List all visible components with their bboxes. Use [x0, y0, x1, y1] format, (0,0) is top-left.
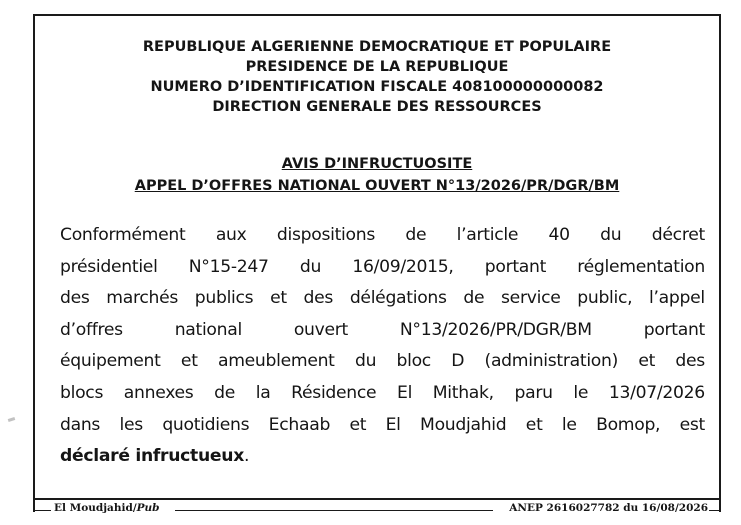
- body-word: dans: [60, 414, 101, 435]
- body-word: public,: [577, 288, 633, 309]
- body-word: portant: [484, 256, 547, 277]
- body-word: décret: [651, 225, 705, 245]
- body-word: 16/09/2015,: [352, 256, 454, 277]
- body-word: quotidiens: [162, 414, 250, 435]
- body-word: service: [501, 288, 561, 309]
- body-word: des: [303, 288, 334, 309]
- body-word: et: [638, 351, 656, 372]
- publisher-credit: [54, 502, 160, 514]
- body-word: blocs: [60, 382, 104, 403]
- footer-rule-middle: [175, 510, 493, 511]
- body-line: [60, 346, 705, 378]
- body-line-conclusion: [60, 441, 705, 473]
- body-word: Moudjahid: [420, 414, 507, 435]
- body-word: Résidence: [291, 382, 377, 403]
- header-direction: DIRECTION GENERALE DES RESSOURCES: [212, 99, 542, 115]
- body-word: de: [405, 225, 427, 245]
- body-line: [60, 410, 705, 442]
- footer: [33, 500, 721, 522]
- body-line: [60, 378, 705, 410]
- notice-title: AVIS D’INFRUCTUOSITE: [281, 156, 473, 172]
- body-word: le: [561, 414, 577, 435]
- scan-speck: [8, 417, 16, 422]
- body-word: Mithak,: [432, 382, 494, 403]
- body-word: des: [675, 351, 705, 372]
- body-word: paru: [514, 382, 553, 403]
- body-word: portant: [643, 319, 705, 340]
- body-word: du: [600, 225, 622, 245]
- publisher-name: El Moudjahid/: [54, 502, 137, 514]
- body-word: réglementation: [577, 256, 705, 277]
- body-word: 40: [548, 225, 570, 245]
- body-word: ameublement: [217, 351, 335, 372]
- body-word: N°13/2026/PR/DGR/BM: [399, 319, 592, 340]
- body-word: bloc: [396, 351, 431, 372]
- publisher-suffix: Pub: [136, 502, 160, 514]
- body-line: [60, 283, 705, 315]
- header-fiscal-id: NUMERO D’IDENTIFICATION FISCALE 408100000000082: [150, 79, 604, 95]
- header-block: [33, 37, 721, 117]
- anep-reference: ANEP 2616027782 du 16/08/2026: [509, 502, 708, 514]
- body-word: dispositions: [276, 225, 375, 245]
- body-word: marchés: [106, 288, 179, 309]
- body-word: la: [255, 382, 271, 403]
- body-word: N°15-247: [188, 256, 269, 277]
- body-word: est: [679, 414, 705, 435]
- body-line: [60, 220, 705, 252]
- body-word: d’offres: [60, 319, 123, 340]
- body-line: [60, 252, 705, 284]
- header-republic: REPUBLIQUE ALGERIENNE DEMOCRATIQUE ET POPULAIRE: [142, 39, 612, 55]
- body-word: Echaab: [268, 414, 331, 435]
- body-word: présidentiel: [60, 256, 158, 277]
- body-word: et: [180, 351, 198, 372]
- body-line: [60, 315, 705, 347]
- body-word: l’appel: [649, 288, 705, 309]
- body-word: aux: [215, 225, 247, 245]
- body-word: les: [119, 414, 143, 435]
- body-word: El: [385, 414, 401, 435]
- body-word: 13/07/2026: [608, 382, 705, 403]
- body-word: (administration): [484, 351, 619, 372]
- body-word: de: [214, 382, 236, 403]
- body-word: délégations: [349, 288, 447, 309]
- body-word: et: [525, 414, 543, 435]
- body-word: El: [397, 382, 413, 403]
- notice-title-block: [33, 153, 721, 197]
- body-word: et: [270, 288, 287, 309]
- body-word: D: [451, 351, 465, 372]
- body-word: du: [354, 351, 377, 372]
- footer-right-tick: [719, 500, 721, 512]
- body-word: national: [174, 319, 242, 340]
- notice-body: [60, 220, 705, 473]
- body-word: annexes: [123, 382, 194, 403]
- notice-subtitle: APPEL D’OFFRES NATIONAL OUVERT N°13/2026/PR/DGR/BM: [134, 178, 620, 194]
- body-word: Conformément: [60, 225, 186, 245]
- declared-unsuccessful: déclaré infructueux: [60, 446, 244, 467]
- closing-period: .: [244, 446, 250, 467]
- body-word: Bomop,: [596, 414, 661, 435]
- body-word: le: [573, 382, 589, 403]
- body-word: l’article: [456, 225, 519, 245]
- footer-rule-left: [33, 510, 51, 511]
- body-word: ouvert: [293, 319, 348, 340]
- body-word: équipement: [60, 351, 161, 372]
- body-word: de: [463, 288, 485, 309]
- body-word: publics: [194, 288, 254, 309]
- body-word: du: [299, 256, 322, 277]
- body-word: des: [60, 288, 90, 309]
- header-presidency: PRESIDENCE DE LA REPUBLIQUE: [245, 59, 509, 75]
- body-word: et: [349, 414, 367, 435]
